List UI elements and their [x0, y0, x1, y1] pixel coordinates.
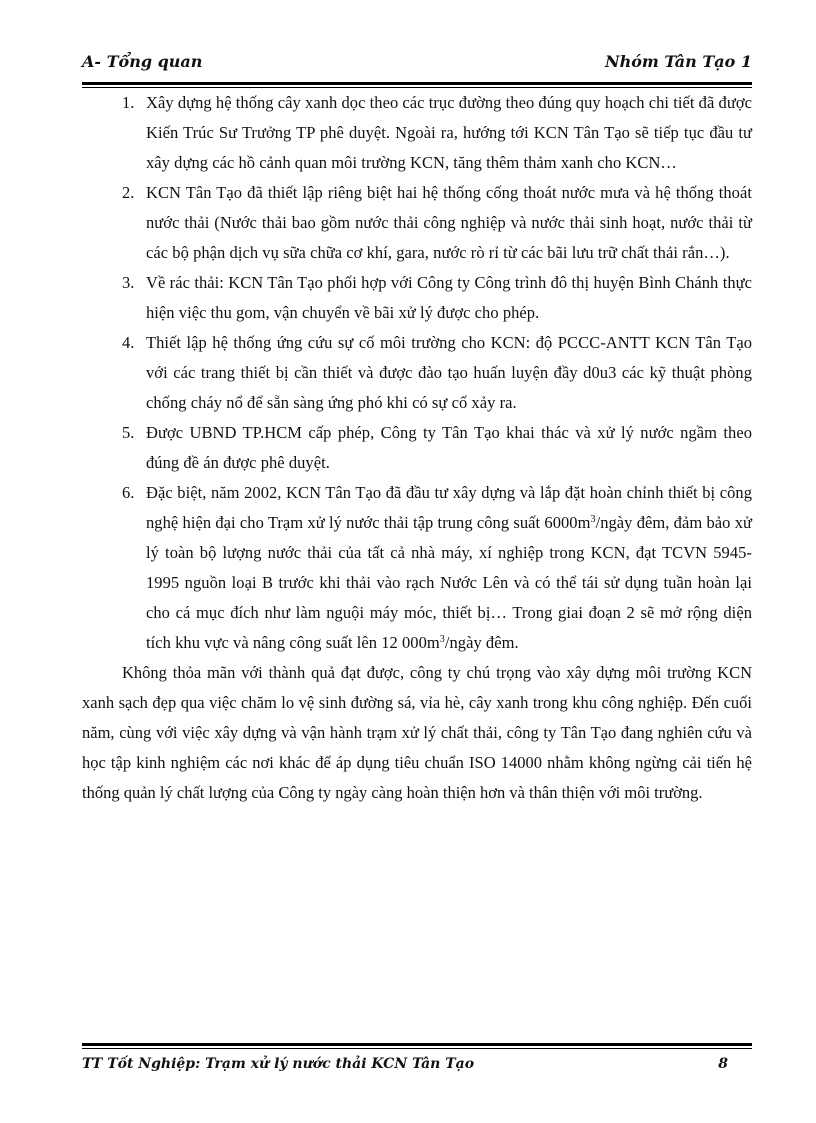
list-item: [82, 328, 752, 418]
list-item-text: Được UBND TP.HCM cấp phép, Công ty Tân Tạo khai thác và xử lý nước ngầm theo đúng đề án được phê duyệt.: [146, 423, 752, 472]
list-item-text: KCN Tân Tạo đã thiết lập riêng biệt hai hệ thống cống thoát nước mưa và hệ thống thoát nước thải (Nước thải bao gồm nước thải công nghiệp và nước thải sinh hoạt, nước thải từ các bộ phận dịch vụ sữa chữa cơ khí, gara, nước rò rỉ từ các bãi lưu trữ chất thải rắn…).: [146, 183, 752, 262]
footer-rule-thin: [82, 1048, 752, 1049]
list-item-text: Thiết lập hệ thống ứng cứu sự cố môi trường cho KCN: độ PCCC-ANTT KCN Tân Tạo với các trang thiết bị cần thiết và được đào tạo huấn luyện đầy d0u3 các kỹ thuật phòng chống cháy nổ để sẵn sàng ứng phó khi có sự cố xảy ra.: [146, 333, 752, 412]
list-item: [82, 88, 752, 178]
list-item: [82, 418, 752, 478]
page-body: [82, 88, 752, 808]
list-item-number: 2.: [122, 183, 135, 202]
header-section-title: A- Tổng quan: [82, 52, 203, 71]
list-item-text: Đặc biệt, năm 2002, KCN Tân Tạo đã đầu tư xây dựng và lắp đặt hoàn chỉnh thiết bị công nghệ hiện đại cho Trạm xử lý nước thải tập trung công suất 6000m: [146, 483, 752, 532]
superscript: 3: [439, 634, 445, 645]
page-footer: [82, 1056, 752, 1078]
list-item-text: Về rác thải: KCN Tân Tạo phối hợp với Công ty Công trình đô thị huyện Bình Chánh thực hiện việc thu gom, vận chuyển về bãi xử lý được cho phép.: [146, 273, 752, 322]
header-rule: [82, 82, 752, 85]
list-item-number: 3.: [122, 273, 135, 292]
page-number: 8: [718, 1056, 728, 1072]
list-item: [82, 178, 752, 268]
superscript: 3: [590, 514, 596, 525]
footer-rule: [82, 1043, 752, 1046]
list-item: [82, 478, 752, 658]
body-paragraph: Không thỏa mãn với thành quả đạt được, công ty chú trọng vào xây dựng môi trường KCN xanh sạch đẹp qua việc chăm lo vệ sinh đường sá, vỉa hè, cây xanh trong khu công nghiệp. Đến cuối năm, cùng với việc xây dựng và vận hành trạm xử lý chất thải, công ty Tân Tạo đang nghiên cứu và học tập kinh nghiệm các nơi khác để áp dụng tiêu chuẩn ISO 14000 nhằm không ngừng cải tiến hệ thống quản lý chất lượng của Công ty ngày càng hoàn thiện hơn và thân thiện với môi trường.: [82, 663, 752, 802]
footer-title: TT Tốt Nghiệp: Trạm xử lý nước thải KCN Tân Tạo: [82, 1056, 475, 1072]
list-item-number: 5.: [122, 423, 135, 442]
list-item-number: 1.: [122, 93, 135, 112]
page-header: [82, 52, 752, 76]
list-item-number: 6.: [122, 483, 135, 502]
list-item-text-end: /ngày đêm.: [444, 633, 519, 652]
list-item: [82, 268, 752, 328]
list-item-text-cont: /ngày đêm, đảm bảo xử lý toàn bộ lượng nước thải của tất cả nhà máy, xí nghiệp trong KCN, đạt TCVN 5945-1995 nguồn loại B trước khi thải vào rạch Nước Lên và có thể tái sử dụng tuần hoàn lại cho cá mục đích như làm nguội máy móc, thiết bị… Trong giai đoạn 2 sẽ mở rộng diện tích khu vực và nâng công suất lên 12 000m: [146, 513, 752, 652]
list-item-text: Xây dựng hệ thống cây xanh dọc theo các trục đường theo đúng quy hoạch chi tiết đã được Kiến Trúc Sư Trưởng TP phê duyệt. Ngoài ra, hướng tới KCN Tân Tạo sẽ tiếp tục đầu tư xây dựng các hồ cảnh quan môi trường KCN, tăng thêm thảm xanh cho KCN…: [146, 93, 752, 172]
list-item-number: 4.: [122, 333, 135, 352]
numbered-list: [82, 88, 752, 658]
header-group-name: Nhóm Tân Tạo 1: [604, 52, 752, 71]
